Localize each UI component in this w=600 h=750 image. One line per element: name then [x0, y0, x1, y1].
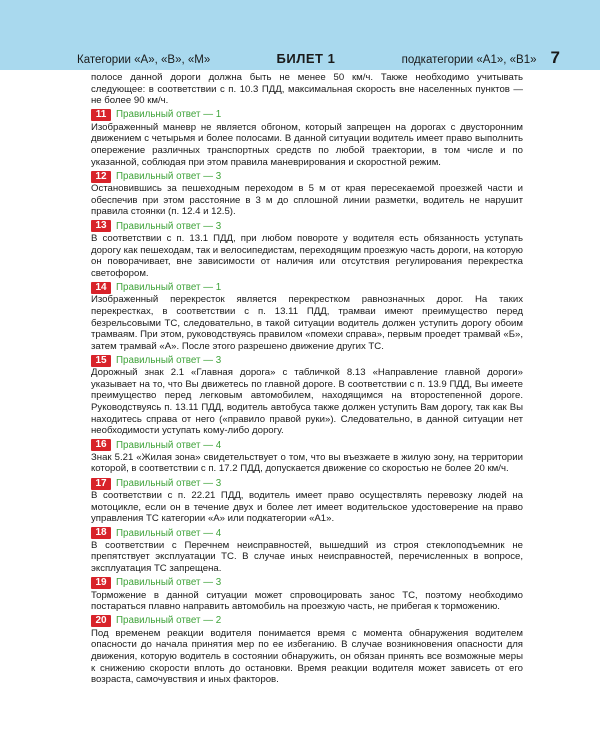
page-header — [0, 0, 600, 70]
question-block — [91, 439, 523, 475]
question-block — [91, 615, 523, 686]
page-number: 7 — [550, 48, 560, 67]
correct-answer: Правильный ответ — 2 — [116, 615, 222, 627]
question-block — [91, 527, 523, 575]
question-block — [91, 477, 523, 525]
explanation: Изображенный маневр не является обгоном, который запрещен на дорогах с двусторонним движением с четырьмя и более полосами. В данной ситуации водитель имеет право выполнить опережение различных транспортных средств по любой траектории, в том числе и по указанной, соблюдая при этом правила маневрирования и скоростной режим. — [91, 121, 523, 168]
question-header — [91, 439, 523, 452]
question-number: 13 — [91, 220, 111, 232]
correct-answer: Правильный ответ — 3 — [116, 170, 222, 182]
question-header — [91, 220, 523, 233]
question-block — [91, 170, 523, 218]
correct-answer: Правильный ответ — 3 — [116, 220, 222, 232]
answers-content — [91, 72, 523, 686]
question-block — [91, 109, 523, 168]
explanation: В соответствии с п. 22.21 ПДД, водитель имеет право осуществлять перевозку людей на мотоцикле, если он в течение двух и более лет имеет водительское удостоверение на право управления ТС категории «А» или подкатегории «А1». — [91, 490, 523, 525]
question-header — [91, 615, 523, 628]
question-block — [91, 354, 523, 437]
question-number: 12 — [91, 171, 111, 183]
correct-answer: Правильный ответ — 4 — [116, 439, 222, 451]
correct-answer: Правильный ответ — 4 — [116, 527, 222, 539]
explanation: В соответствии с п. 13.1 ПДД, при любом повороте у водителя есть обязанность уступать дорогу как пешеходам, так и велосипедистам, переходящим проезжую часть дороги, на которую он поворачивает, вне зависимости от наличия или отсутствия регулирования перекрестка светофором. — [91, 232, 523, 279]
intro-paragraph: полосе данной дороги должна быть не менее 50 км/ч. Также необходимо учитывать следующее: в соответствии с п. 10.3 ПДД, максимальная скорость вне населенных пунктов — не более 90 км/ч. — [91, 72, 523, 107]
question-block — [91, 220, 523, 279]
question-block — [91, 281, 523, 352]
question-number: 14 — [91, 282, 111, 294]
header-line — [77, 48, 560, 68]
explanation: Изображенный перекресток является перекрестком равнозначных дорог. На таких перекрестках, в соответствии с п. 13.11 ПДД, трамваи имеют преимущество перед безрельсовыми ТС, следовательно, в такой ситуации водитель должен уступить дорогу обоим трамваям. При этом, руководствуясь правилом «помехи справа», первым проедет трамвай «Б», затем трамвай «А». После этого разрешено движение других ТС. — [91, 294, 523, 352]
question-number: 11 — [91, 109, 111, 121]
question-number: 15 — [91, 355, 111, 367]
header-right — [402, 48, 560, 68]
question-header — [91, 170, 523, 183]
correct-answer: Правильный ответ — 3 — [116, 577, 222, 589]
question-number: 16 — [91, 439, 111, 451]
explanation: Дорожный знак 2.1 «Главная дорога» с табличкой 8.13 «Направление главной дороги» указывает на то, что Вы движетесь по главной дороге. В соответствии с п. 13.9 ПДД, Вы имеете преимущество перед легковым автомобилем, находящимся на второстепенной дороге. Руководствуясь п. 13.11 ПДД, водитель автобуса также должен уступить Вам дорогу, так как Вы находитесь справа от него («правило правой руки»). Следовательно, в данной ситуации нет необходимости уступать кому-либо дорогу. — [91, 367, 523, 437]
explanation: Торможение в данной ситуации может спровоцировать занос ТС, поэтому необходимо постараться плавно направить автомобиль на проезжую часть, не прибегая к торможению. — [91, 589, 523, 613]
question-header — [91, 354, 523, 367]
question-number: 19 — [91, 577, 111, 589]
explanation: Остановившись за пешеходным переходом в 5 м от края пересекаемой проезжей части и обеспечив при этом расстояние в 3 м до сплошной линии разметки, водитель не нарушит правила стоянки (п. 12.4 и 12.5). — [91, 183, 523, 218]
header-subcategories: подкатегории «А1», «В1» — [401, 54, 537, 66]
question-header — [91, 109, 523, 122]
question-header — [91, 527, 523, 540]
question-number: 18 — [91, 527, 111, 539]
ticket-title: БИЛЕТ 1 — [276, 51, 336, 66]
question-header — [91, 477, 523, 490]
correct-answer: Правильный ответ — 1 — [116, 109, 222, 121]
question-header — [91, 281, 523, 294]
explanation: Под временем реакции водителя понимается время с момента обнаружения водителем опасности до начала принятия мер по ее избеганию. В случае возникновения опасности для движения, которую водитель в состоянии обнаружить, он обязан принять все возможные меры к снижению скорости вплоть до остановки. Время реакции водителя может зависеть от его возраста, самочувствия и иных факторов. — [91, 627, 523, 686]
correct-answer: Правильный ответ — 3 — [116, 477, 222, 489]
question-number: 20 — [91, 615, 111, 627]
header-categories: Категории «А», «В», «М» — [77, 54, 211, 66]
explanation: Знак 5.21 «Жилая зона» свидетельствует о том, что вы въезжаете в жилую зону, на территории которой, в соответствии с п. 17.2 ПДД, допускается движение со скоростью не более 20 км/ч. — [91, 451, 523, 475]
question-header — [91, 577, 523, 590]
correct-answer: Правильный ответ — 1 — [116, 282, 222, 294]
explanation: В соответствии с Перечнем неисправностей, вышедший из строя стеклоподъемник не препятствует эксплуатации ТС. В случае иных неисправностей, перечисленных в вопросе, эксплуатация ТС запрещена. — [91, 539, 523, 574]
correct-answer: Правильный ответ — 3 — [116, 354, 222, 366]
question-block — [91, 577, 523, 613]
question-number: 17 — [91, 478, 111, 490]
